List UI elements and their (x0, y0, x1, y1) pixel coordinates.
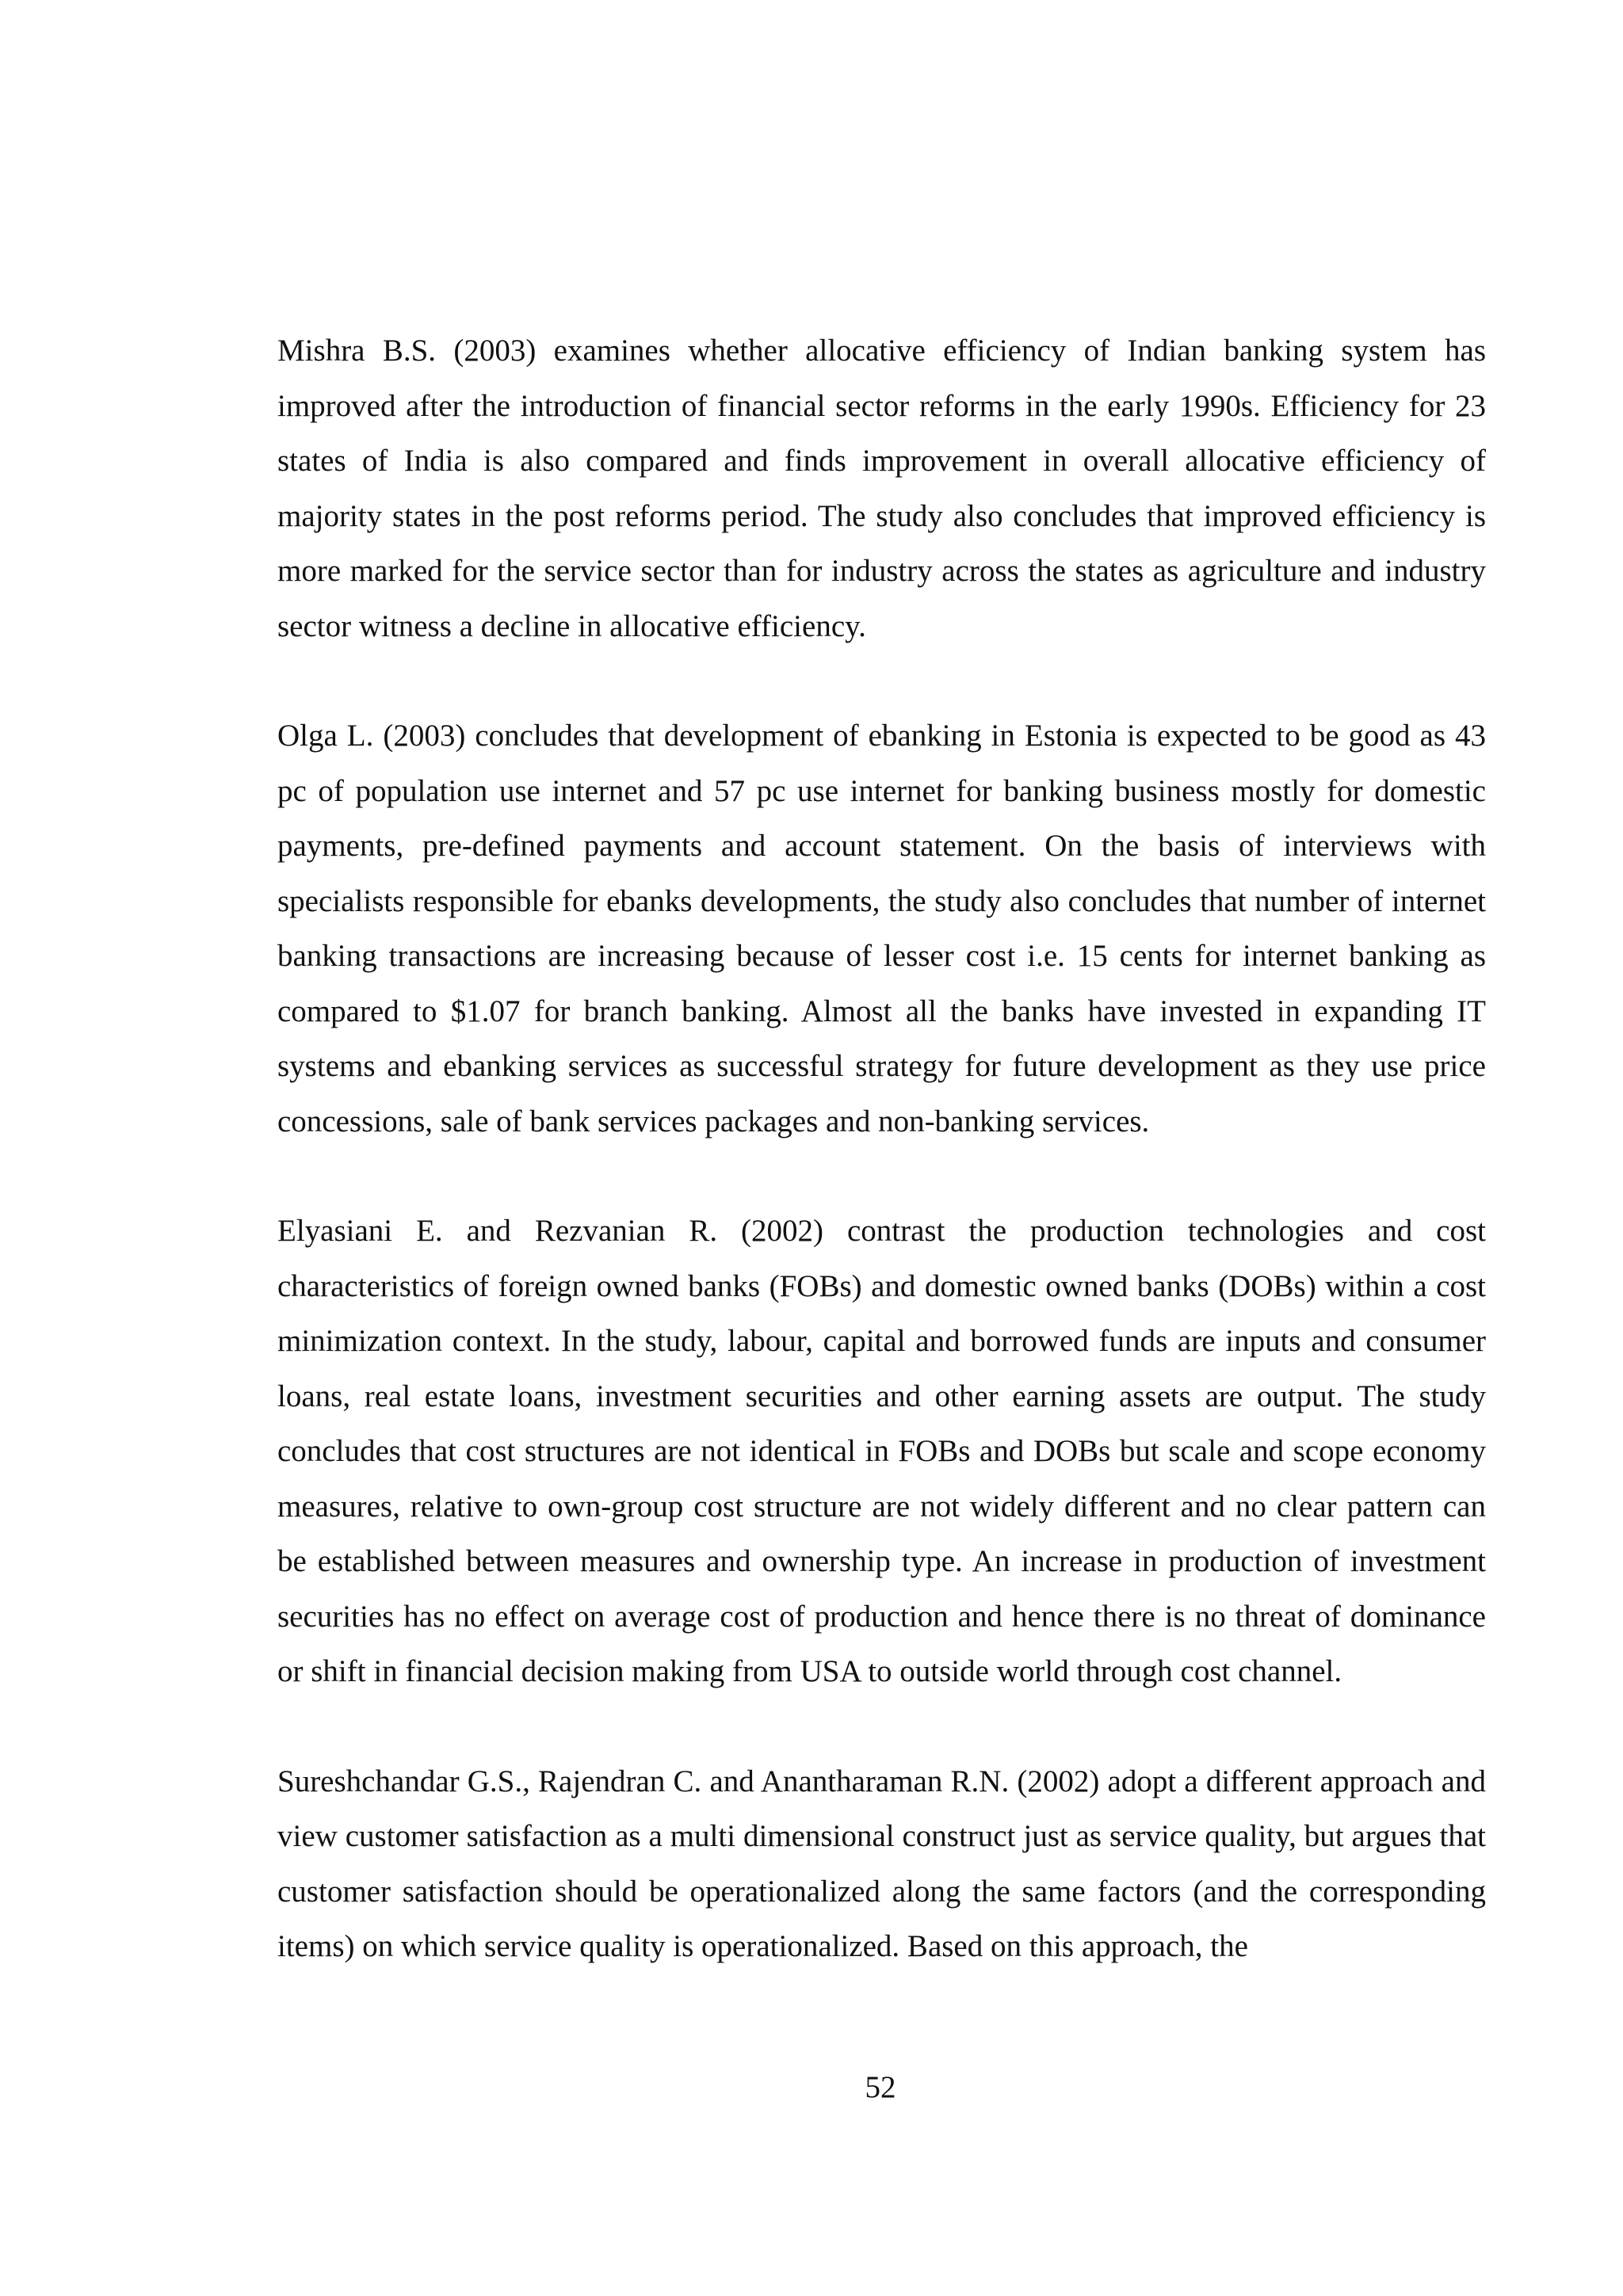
paragraph-mishra: Mishra B.S. (2003) examines whether allocative efficiency of Indian banking system has improved after the introduction of financial sector reforms in the early 1990s. Efficiency for 23 states of India is also compared and finds improvement in overall allocative efficiency of majority states in the post reforms period. The study also concludes that improved efficiency is more marked for the service sector than for industry across the states as agriculture and industry sector witness a decline in allocative efficiency. (277, 334, 1486, 643)
document-body (277, 323, 1486, 2029)
paragraph-elyasiani: Elyasiani E. and Rezvanian R. (2002) contrast the production technologies and cost characteristics of foreign owned banks (FOBs) and domestic owned banks (DOBs) within a cost minimization context. In the study, labour, capital and borrowed funds are inputs and consumer loans, real estate loans, investment securities and other earning assets are output. The study concludes that cost structures are not identical in FOBs and DOBs but scale and scope economy measures, relative to own-group cost structure are not widely different and no clear pattern can be established between measures and ownership type. An increase in production of investment securities has no effect on average cost of production and hence there is no threat of dominance or shift in financial decision making from USA to outside world through cost channel. (277, 1214, 1486, 1688)
paragraph-olga: Olga L. (2003) concludes that development of ebanking in Estonia is expected to be good as 43 pc of population use internet and 57 pc use internet for banking business mostly for domestic payments, pre-defined payments and account statement. On the basis of interviews with specialists responsible for ebanks developments, the study also concludes that number of internet banking transactions are increasing because of lesser cost i.e. 15 cents for internet banking as compared to $1.07 for branch banking. Almost all the banks have invested in expanding IT systems and ebanking services as successful strategy for future development as they use price concessions, sale of bank services packages and non-banking services. (277, 719, 1486, 1138)
paragraph-sureshchandar: Sureshchandar G.S., Rajendran C. and Anantharaman R.N. (2002) adopt a different approach and view customer satisfaction as a multi dimensional construct just as service quality, but argues that customer satisfaction should be operationalized along the same factors (and the corresponding items) on which service quality is operationalized. Based on this approach, the (277, 1764, 1486, 1963)
page-number: 52 (865, 2070, 896, 2104)
